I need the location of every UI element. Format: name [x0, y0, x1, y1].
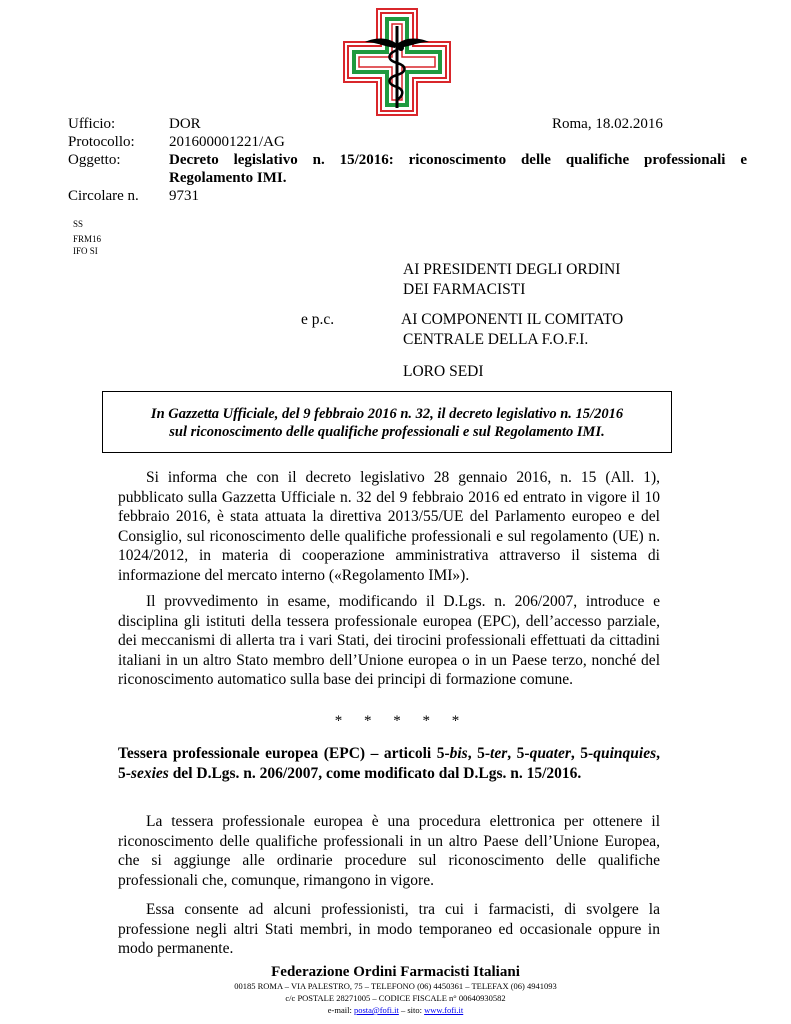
summary-box	[102, 391, 672, 453]
oggetto-line-1: Decreto legislativo n. 15/2016: riconoscimento delle qualifiche professionali e	[169, 152, 747, 168]
fofi-logo	[343, 8, 451, 116]
recipient-line-1: AI PRESIDENTI DEGLI ORDINI	[403, 261, 621, 278]
pharmacy-cross-caduceus-icon	[343, 8, 451, 116]
recipient-line-3: AI COMPONENTI IL COMITATO	[401, 311, 624, 328]
section-title-part: quater	[529, 745, 571, 762]
site-label: – sito:	[398, 1005, 425, 1015]
section-title-part: bis	[449, 745, 468, 762]
oggetto-line-2: Regolamento IMI.	[169, 170, 287, 186]
ufficio-value: DOR	[169, 116, 201, 132]
section-title-part: , 5-	[570, 745, 594, 762]
summary-line-1: In Gazzetta Ufficiale, del 9 febbraio 2016 n. 32, il decreto legislativo n. 15/2016	[150, 406, 624, 422]
protocollo-label: Protocollo:	[68, 134, 135, 150]
section-title-part: Tessera professionale europea (EPC) – articoli 5-	[118, 745, 450, 762]
summary-text	[103, 405, 671, 441]
footer-address: 00185 ROMA – VIA PALESTRO, 75 – TELEFONO (06) 4450361 – TELEFAX (06) 4941093	[234, 981, 557, 991]
circolare-label: Circolare n.	[68, 188, 139, 204]
section-title-part: del D.Lgs. n. 206/2007, come modificato dal D.Lgs. n. 15/2016.	[168, 764, 582, 782]
email-label: e-mail:	[327, 1005, 354, 1015]
code-ss: SS	[73, 219, 84, 229]
protocollo-value: 201600001221/AG	[169, 134, 285, 150]
footer-title: Federazione Ordini Farmacisti Italiani	[271, 964, 520, 980]
section-title-part: quinquies	[593, 745, 657, 762]
paragraph-4: Essa consente ad alcuni professionisti, tra cui i farmacisti, di svolgere la professione negli altri Stati membri, in modo temporaneo ed occasionale oppure in modo permanente.	[118, 901, 660, 957]
summary-line-2: sul riconoscimento delle qualifiche professionali e sul Regolamento IMI.	[169, 424, 605, 440]
code-ifo-si: IFO SI	[73, 246, 98, 256]
section-title-part: , 5-	[507, 745, 530, 762]
circolare-value: 9731	[169, 188, 199, 204]
section-title-part: , 5-	[467, 745, 491, 762]
paragraph-3: La tessera professionale europea è una procedura elettronica per ottenere il riconoscimento delle qualifiche professionali in un altro Paese dell’Unione Europea, che si aggiunge alle ordinarie procedure sul riconoscimento delle qualifiche professionali che, comunque, rimangono in vigore.	[118, 813, 660, 889]
paragraph-1: Si informa che con il decreto legislativo 28 gennaio 2016, n. 15 (All. 1), pubblicato sulla Gazzetta Ufficiale n. 32 del 9 febbraio 2016 ed entrato in vigore il 10 febbraio 2016, è stata attuata la direttiva 2013/55/UE del Parlamento europeo e del Consiglio, sul riconoscimento delle qualifiche professionali e sul regolamento (UE) n. 1024/2012, in materia di cooperazione amministrativa attraverso il sistema di informazione del mercato interno («Regolamento IMI»).	[118, 469, 660, 584]
paragraph-2: Il provvedimento in esame, modificando il D.Lgs. n. 206/2007, introduce e disciplina gli istituti della tessera professionale europea (EPC), dell’accesso parziale, dei meccanismi di allerta tra i vari Stati, dei tirocini professionali effettuati da cittadini italiani in un altro Stato membro dell’Unione europea o in un Paese terzo, nonché del riconoscimento automatico sulla base dei principi di formazione comune.	[118, 593, 660, 688]
footer-contacts	[0, 1005, 791, 1016]
ufficio-label: Ufficio:	[68, 116, 116, 132]
section-title-part: sexies	[130, 764, 169, 782]
document-date: Roma, 18.02.2016	[552, 116, 663, 132]
recipient-line-2: DEI FARMACISTI	[403, 281, 526, 298]
section-separator: * * * * *	[334, 713, 469, 729]
section-title-part: , 5-	[118, 745, 660, 782]
epc-label: e p.c.	[301, 311, 335, 328]
section-title-part: ter	[490, 745, 508, 762]
code-frm16: FRM16	[73, 234, 102, 244]
footer-fiscal: c/c POSTALE 28271005 – CODICE FISCALE n° 00640930582	[285, 993, 506, 1003]
recipient-line-4: CENTRALE DELLA F.O.F.I.	[403, 331, 589, 348]
website-link[interactable]: www.fofi.it	[424, 1005, 464, 1015]
recipient-line-5: LORO SEDI	[403, 363, 484, 380]
email-link[interactable]: posta@fofi.it	[353, 1005, 399, 1015]
oggetto-label: Oggetto:	[68, 152, 121, 168]
section-title	[118, 744, 660, 783]
